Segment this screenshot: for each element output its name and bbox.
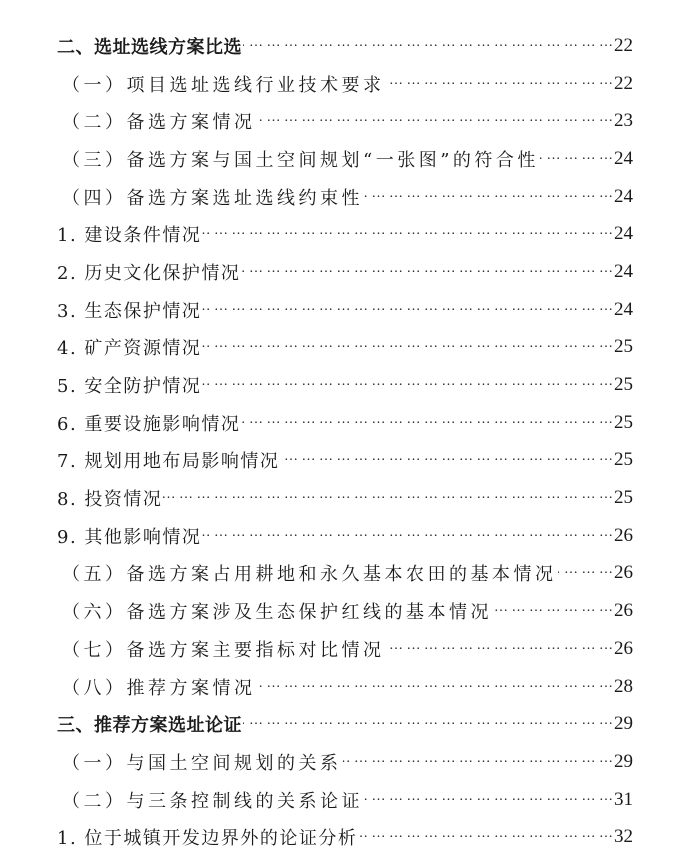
toc-entry-title: 3. 生态保护情况 [57, 300, 202, 322]
dot-leader [243, 37, 613, 55]
toc-entry-title: 1. 建设条件情况 [57, 225, 202, 247]
toc-entry-page: 24 [614, 260, 633, 282]
toc-entry-title: 二、选址选线方案比选 [57, 36, 242, 58]
toc-entry-page: 25 [614, 374, 633, 396]
toc-entry-title: （一）与国土空间规划的关系 [62, 752, 342, 774]
toc-entry[interactable] [62, 65, 633, 103]
toc-entry[interactable] [62, 178, 633, 216]
toc-entry[interactable] [57, 329, 633, 367]
dot-leader [202, 225, 613, 243]
toc-entry-page: 26 [614, 600, 633, 622]
toc-entry[interactable] [57, 253, 633, 291]
toc-entry-title: （六）备选方案涉及生态保护红线的基本情况 [62, 602, 492, 624]
toc-entry[interactable] [57, 479, 633, 517]
toc-entry[interactable] [57, 442, 633, 480]
toc-entry-page: 29 [614, 750, 633, 772]
toc-entry-title: 2. 历史文化保护情况 [57, 262, 241, 284]
dot-leader [202, 376, 613, 394]
dot-leader [364, 188, 613, 206]
toc-entry-page: 25 [614, 336, 633, 358]
dot-leader [163, 489, 613, 507]
toc-entry[interactable] [57, 404, 633, 442]
dot-leader [241, 263, 613, 281]
toc-entry-page: 26 [614, 562, 633, 584]
dot-leader [386, 640, 614, 658]
toc-entry-page: 25 [614, 411, 633, 433]
toc-entry-page: 32 [614, 826, 633, 848]
toc-entry-title: 6. 重要设施影响情况 [57, 413, 241, 435]
toc-entry[interactable] [62, 592, 633, 630]
toc-entry-page: 23 [614, 110, 633, 132]
toc-entry-page: 28 [614, 675, 633, 697]
toc-entry[interactable] [57, 818, 633, 856]
toc-entry[interactable] [57, 705, 633, 743]
toc-entry-page: 22 [614, 72, 633, 94]
toc-entry-page: 24 [614, 185, 633, 207]
toc-entry-title: 4. 矿产资源情况 [57, 338, 202, 360]
toc-entry[interactable] [62, 668, 633, 706]
toc-entry[interactable] [62, 743, 633, 781]
toc-entry-title: （二）备选方案情况 [62, 112, 256, 134]
toc-entry-page: 24 [614, 298, 633, 320]
toc-entry[interactable] [57, 291, 633, 329]
toc-entry[interactable] [57, 215, 633, 253]
toc-entry-page: 24 [614, 147, 633, 169]
toc-entry[interactable] [62, 140, 633, 178]
dot-leader [493, 602, 613, 620]
dot-leader [241, 414, 613, 432]
toc-entry-page: 31 [614, 788, 633, 810]
toc-entry-title: （七）备选方案主要指标对比情况 [62, 639, 385, 661]
toc-entry-page: 26 [614, 637, 633, 659]
toc-entry[interactable] [62, 630, 633, 668]
dot-leader [243, 715, 613, 733]
toc-entry-title: （一）项目选址选线行业技术要求 [62, 74, 385, 96]
dot-leader [202, 527, 613, 545]
toc-entry-title: 三、推荐方案选址论证 [57, 715, 242, 737]
table-of-contents [0, 27, 679, 856]
dot-leader [257, 112, 614, 130]
toc-entry-title: （八）推荐方案情况 [62, 677, 256, 699]
toc-entry[interactable] [62, 102, 633, 140]
toc-entry-page: 29 [614, 713, 633, 735]
toc-entry-page: 26 [614, 524, 633, 546]
dot-leader [202, 301, 613, 319]
dot-leader [386, 75, 614, 93]
toc-entry-page: 25 [614, 487, 633, 509]
dot-leader [540, 150, 613, 168]
toc-entry[interactable] [57, 366, 633, 404]
toc-entry-page: 24 [614, 223, 633, 245]
toc-entry-title: 8. 投资情况 [57, 489, 163, 511]
toc-entry-title: 1. 位于城镇开发边界外的论证分析 [57, 828, 358, 850]
dot-leader [558, 564, 614, 582]
dot-leader [202, 338, 613, 356]
dot-leader [343, 753, 614, 771]
toc-entry-page: 25 [614, 449, 633, 471]
dot-leader [358, 828, 613, 846]
dot-leader [257, 678, 614, 696]
toc-entry-title: （四）备选方案选址选线约束性 [62, 187, 363, 209]
toc-entry[interactable] [62, 555, 633, 593]
toc-entry[interactable] [57, 517, 633, 555]
toc-entry-title: （二）与三条控制线的关系论证 [62, 790, 363, 812]
toc-entry-title: （五）备选方案占用耕地和永久基本农田的基本情况 [62, 564, 557, 586]
toc-entry-title: （三）备选方案与国土空间规划“一张图”的符合性 [62, 149, 539, 171]
toc-entry-title: 7. 规划用地布局影响情况 [57, 451, 280, 473]
dot-leader [280, 451, 613, 469]
toc-entry-page: 22 [614, 34, 633, 56]
toc-entry-title: 5. 安全防护情况 [57, 376, 202, 398]
toc-entry[interactable] [57, 27, 633, 65]
toc-entry-title: 9. 其他影响情况 [57, 526, 202, 548]
toc-entry[interactable] [62, 781, 633, 819]
dot-leader [364, 791, 613, 809]
